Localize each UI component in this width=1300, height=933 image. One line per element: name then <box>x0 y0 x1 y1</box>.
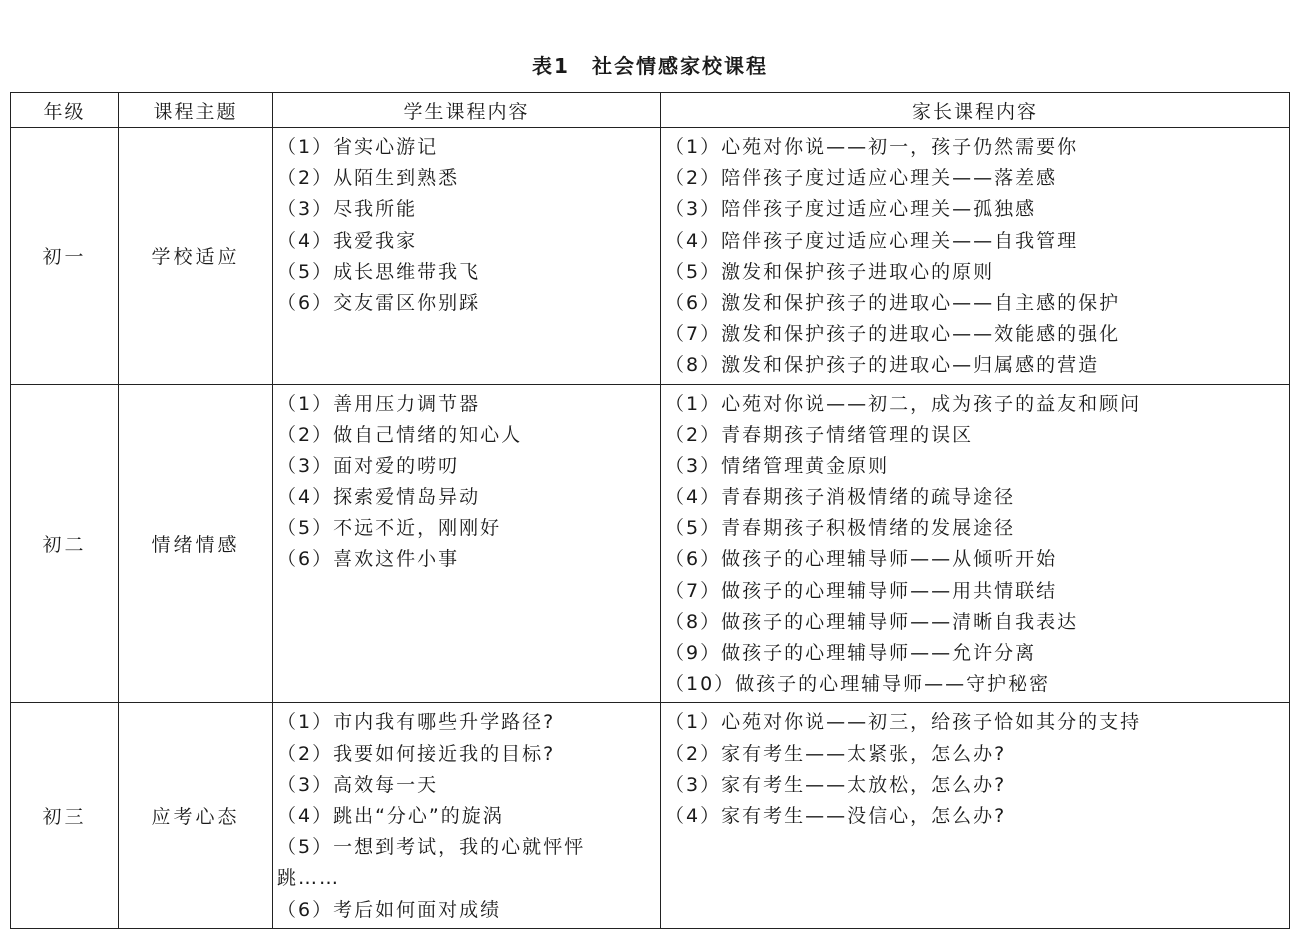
list-item: （6）交友雷区你别踩 <box>277 291 481 314</box>
list-item: （3）家有考生——太放松，怎么办? <box>665 773 1007 796</box>
list-item: （5）成长思维带我飞 <box>277 260 481 283</box>
header-grade: 年级 <box>11 93 119 128</box>
list-item: （1）心苑对你说——初二，成为孩子的益友和顾问 <box>665 392 1142 415</box>
list-item: （3）陪伴孩子度过适应心理关—孤独感 <box>665 198 1037 221</box>
list-item: （2）家有考生——太紧张，怎么办? <box>665 742 1007 765</box>
list-item: （1）心苑对你说——初一，孩子仍然需要你 <box>665 136 1079 158</box>
theme-cell: 学校适应 <box>119 128 273 385</box>
grade-cell: 初二 <box>11 384 119 703</box>
list-item: （8）做孩子的心理辅导师——清晰自我表达 <box>665 610 1079 633</box>
list-item: （5）一想到考试，我的心就怦怦跳…… <box>277 836 586 890</box>
theme-cell: 应考心态 <box>119 703 273 928</box>
parent-content-cell <box>661 384 1290 703</box>
theme-cell: 情绪情感 <box>119 384 273 703</box>
list-item: （3）情绪管理黄金原则 <box>665 454 890 477</box>
parent-content-cell <box>661 703 1290 928</box>
list-item: （4）探索爱情岛异动 <box>277 486 481 509</box>
list-item: （5）激发和保护孩子进取心的原则 <box>665 260 995 283</box>
table-row <box>11 128 1290 385</box>
header-student-content: 学生课程内容 <box>273 93 661 128</box>
list-item: （6）做孩子的心理辅导师——从倾听开始 <box>665 548 1058 571</box>
list-item: （4）我爱我家 <box>277 229 418 252</box>
list-item: （4）青春期孩子消极情绪的疏导途径 <box>665 486 1016 509</box>
header-parent-content: 家长课程内容 <box>661 93 1290 128</box>
list-item: （8）激发和保护孩子的进取心—归属感的营造 <box>665 354 1100 377</box>
course-table <box>10 92 1290 929</box>
list-item: （7）激发和保护孩子的进取心——效能感的强化 <box>665 323 1121 346</box>
table-row <box>11 703 1290 928</box>
list-item: （4）陪伴孩子度过适应心理关——自我管理 <box>665 229 1079 252</box>
list-item: （9）做孩子的心理辅导师——允许分离 <box>665 642 1037 664</box>
list-item: （1）善用压力调节器 <box>277 392 481 415</box>
grade-cell: 初一 <box>11 128 119 385</box>
list-item: （3）高效每一天 <box>277 773 439 796</box>
student-content-cell <box>273 384 661 703</box>
list-item: （2）做自己情绪的知心人 <box>277 423 523 446</box>
list-item: （7）做孩子的心理辅导师——用共情联结 <box>665 579 1058 602</box>
list-item: （1）心苑对你说——初三，给孩子恰如其分的支持 <box>665 711 1142 734</box>
list-item: （2）青春期孩子情绪管理的误区 <box>665 423 974 446</box>
table-row <box>11 384 1290 703</box>
list-item: （4）跳出“分心”的旋涡 <box>277 804 504 827</box>
grade-cell: 初三 <box>11 703 119 928</box>
list-item: （4）家有考生——没信心，怎么办? <box>665 804 1007 827</box>
parent-content-cell <box>661 128 1290 385</box>
list-item: （6）喜欢这件小事 <box>277 548 460 571</box>
list-item: （1）市内我有哪些升学路径? <box>277 711 556 734</box>
student-content-cell <box>273 703 661 928</box>
table-caption: 表1 社会情感家校课程 <box>532 54 768 78</box>
list-item: （5）不远不近，刚刚好 <box>277 517 502 540</box>
list-item: （1）省实心游记 <box>277 136 439 158</box>
list-item: （3）面对爱的唠叨 <box>277 454 460 477</box>
list-item: （2）陪伴孩子度过适应心理关——落差感 <box>665 167 1058 190</box>
list-item: （2）我要如何接近我的目标? <box>277 742 556 765</box>
list-item: （5）青春期孩子积极情绪的发展途径 <box>665 517 1016 540</box>
list-item: （3）尽我所能 <box>277 198 418 221</box>
header-theme: 课程主题 <box>119 93 273 128</box>
table-header-row <box>11 93 1290 128</box>
list-item: （10）做孩子的心理辅导师——守护秘密 <box>665 673 1051 696</box>
student-content-cell <box>273 128 661 385</box>
list-item: （6）激发和保护孩子的进取心——自主感的保护 <box>665 291 1121 314</box>
list-item: （6）考后如何面对成绩 <box>277 898 502 921</box>
list-item: （2）从陌生到熟悉 <box>277 167 460 190</box>
